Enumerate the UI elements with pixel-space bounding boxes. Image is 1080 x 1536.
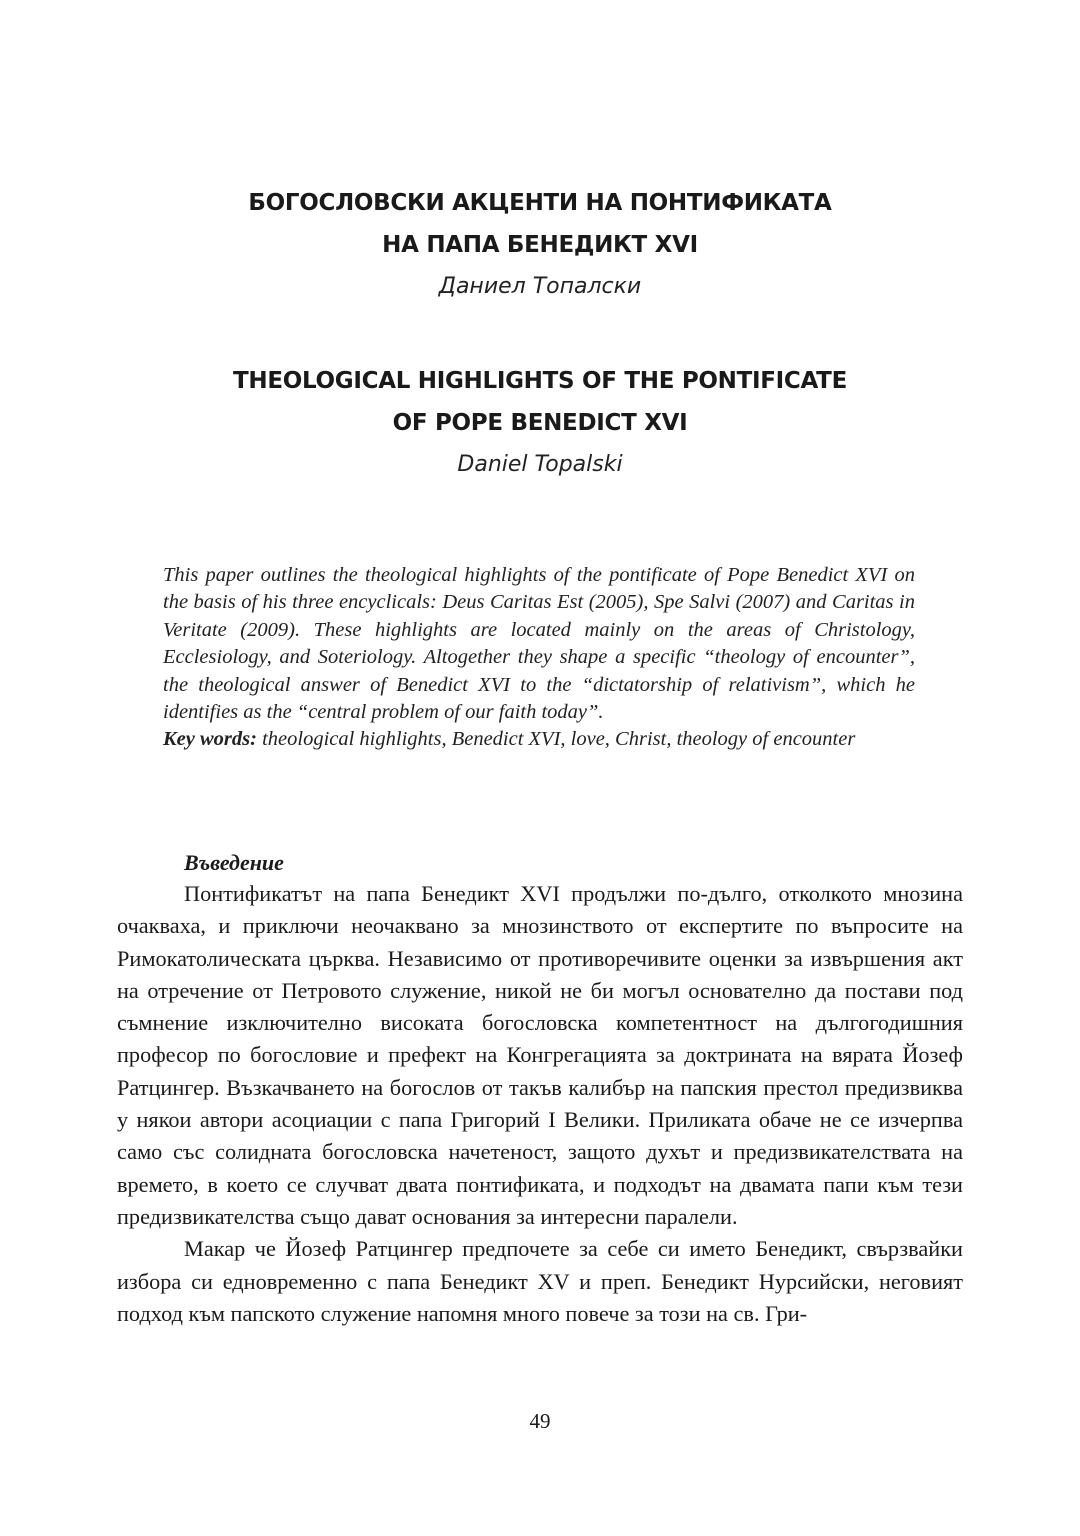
en-title-line-2: OF POPE BENEDICT XVI: [392, 410, 688, 436]
keywords-list: theological highlights, Benedict XVI, love, Christ, theology of encounter: [262, 728, 856, 751]
section-heading: Въведение: [184, 850, 284, 875]
en-author: Daniel Topalski: [457, 452, 623, 477]
keywords-label: Key words:: [163, 728, 257, 751]
body-paragraph-2: Макар че Йозеф Ратцингер предпочете за себе си името Бенедикт, свързвайки избора си едновременно с папа Бенедикт XV и преп. Бенедикт Нурсийски, неговият подход към папското служение напомня много повече за този на св. Гри-: [117, 1236, 963, 1326]
keywords: [163, 726, 915, 753]
bg-author: Даниел Топалски: [438, 274, 642, 299]
body-paragraph-1: Понтификатът на папа Бенедикт XVI продължи по-дълго, отколкото мнозина очакваха, и приключи неочаквано за мнозинството от експертите по въпросите на Римокатолическата църква. Независимо от противоречивите оценки за извършения акт на отречение от Петровото служение, никой не би могъл основателно да постави под съмнение изключително високата богословска компетентност на дългогодишния професор по богословие и префект на Конгрегацията за доктрината на вярата Йозеф Ратцингер. Възкачването на богослов от такъв калибър на папския престол предизвиква у някои автори асоциации с папа Григорий I Велики. Приликата обаче не се изчерпва само със солидната богословска начетеност, защото духът и предизвикателствата на времето, в което се случват двата понтификата, и подходът на двамата папи към тези предизвикателства също дават основания за интересни паралели.: [117, 881, 963, 1229]
page-number: 49: [529, 1409, 551, 1433]
bg-title-line-1: БОГОСЛОВСКИ АКЦЕНТИ НА ПОНТИФИКАТА: [248, 190, 832, 216]
body-text: [117, 848, 963, 1330]
abstract: [163, 562, 915, 754]
abstract-text: This paper outlines the theological highlights of the pontificate of Pope Benedict XVI on the basis of his three encyclicals: Deus Caritas Est (2005), Spe Salvi (2007) and Caritas in Veritate (2009). These highlights are located mainly on the areas of Christology, Ecclesiology, and Soteriology. Altogether they shape a specific “theology of encounter”, the theological answer of Benedict XVI to the “dictatorship of relativism”, which he identifies as the “central problem of our faith today”.: [163, 564, 915, 724]
en-title-line-1: THEOLOGICAL HIGHLIGHTS OF THE PONTIFICATE: [232, 368, 847, 394]
bg-title-line-2: НА ПАПА БЕНЕДИКТ XVI: [382, 232, 698, 258]
